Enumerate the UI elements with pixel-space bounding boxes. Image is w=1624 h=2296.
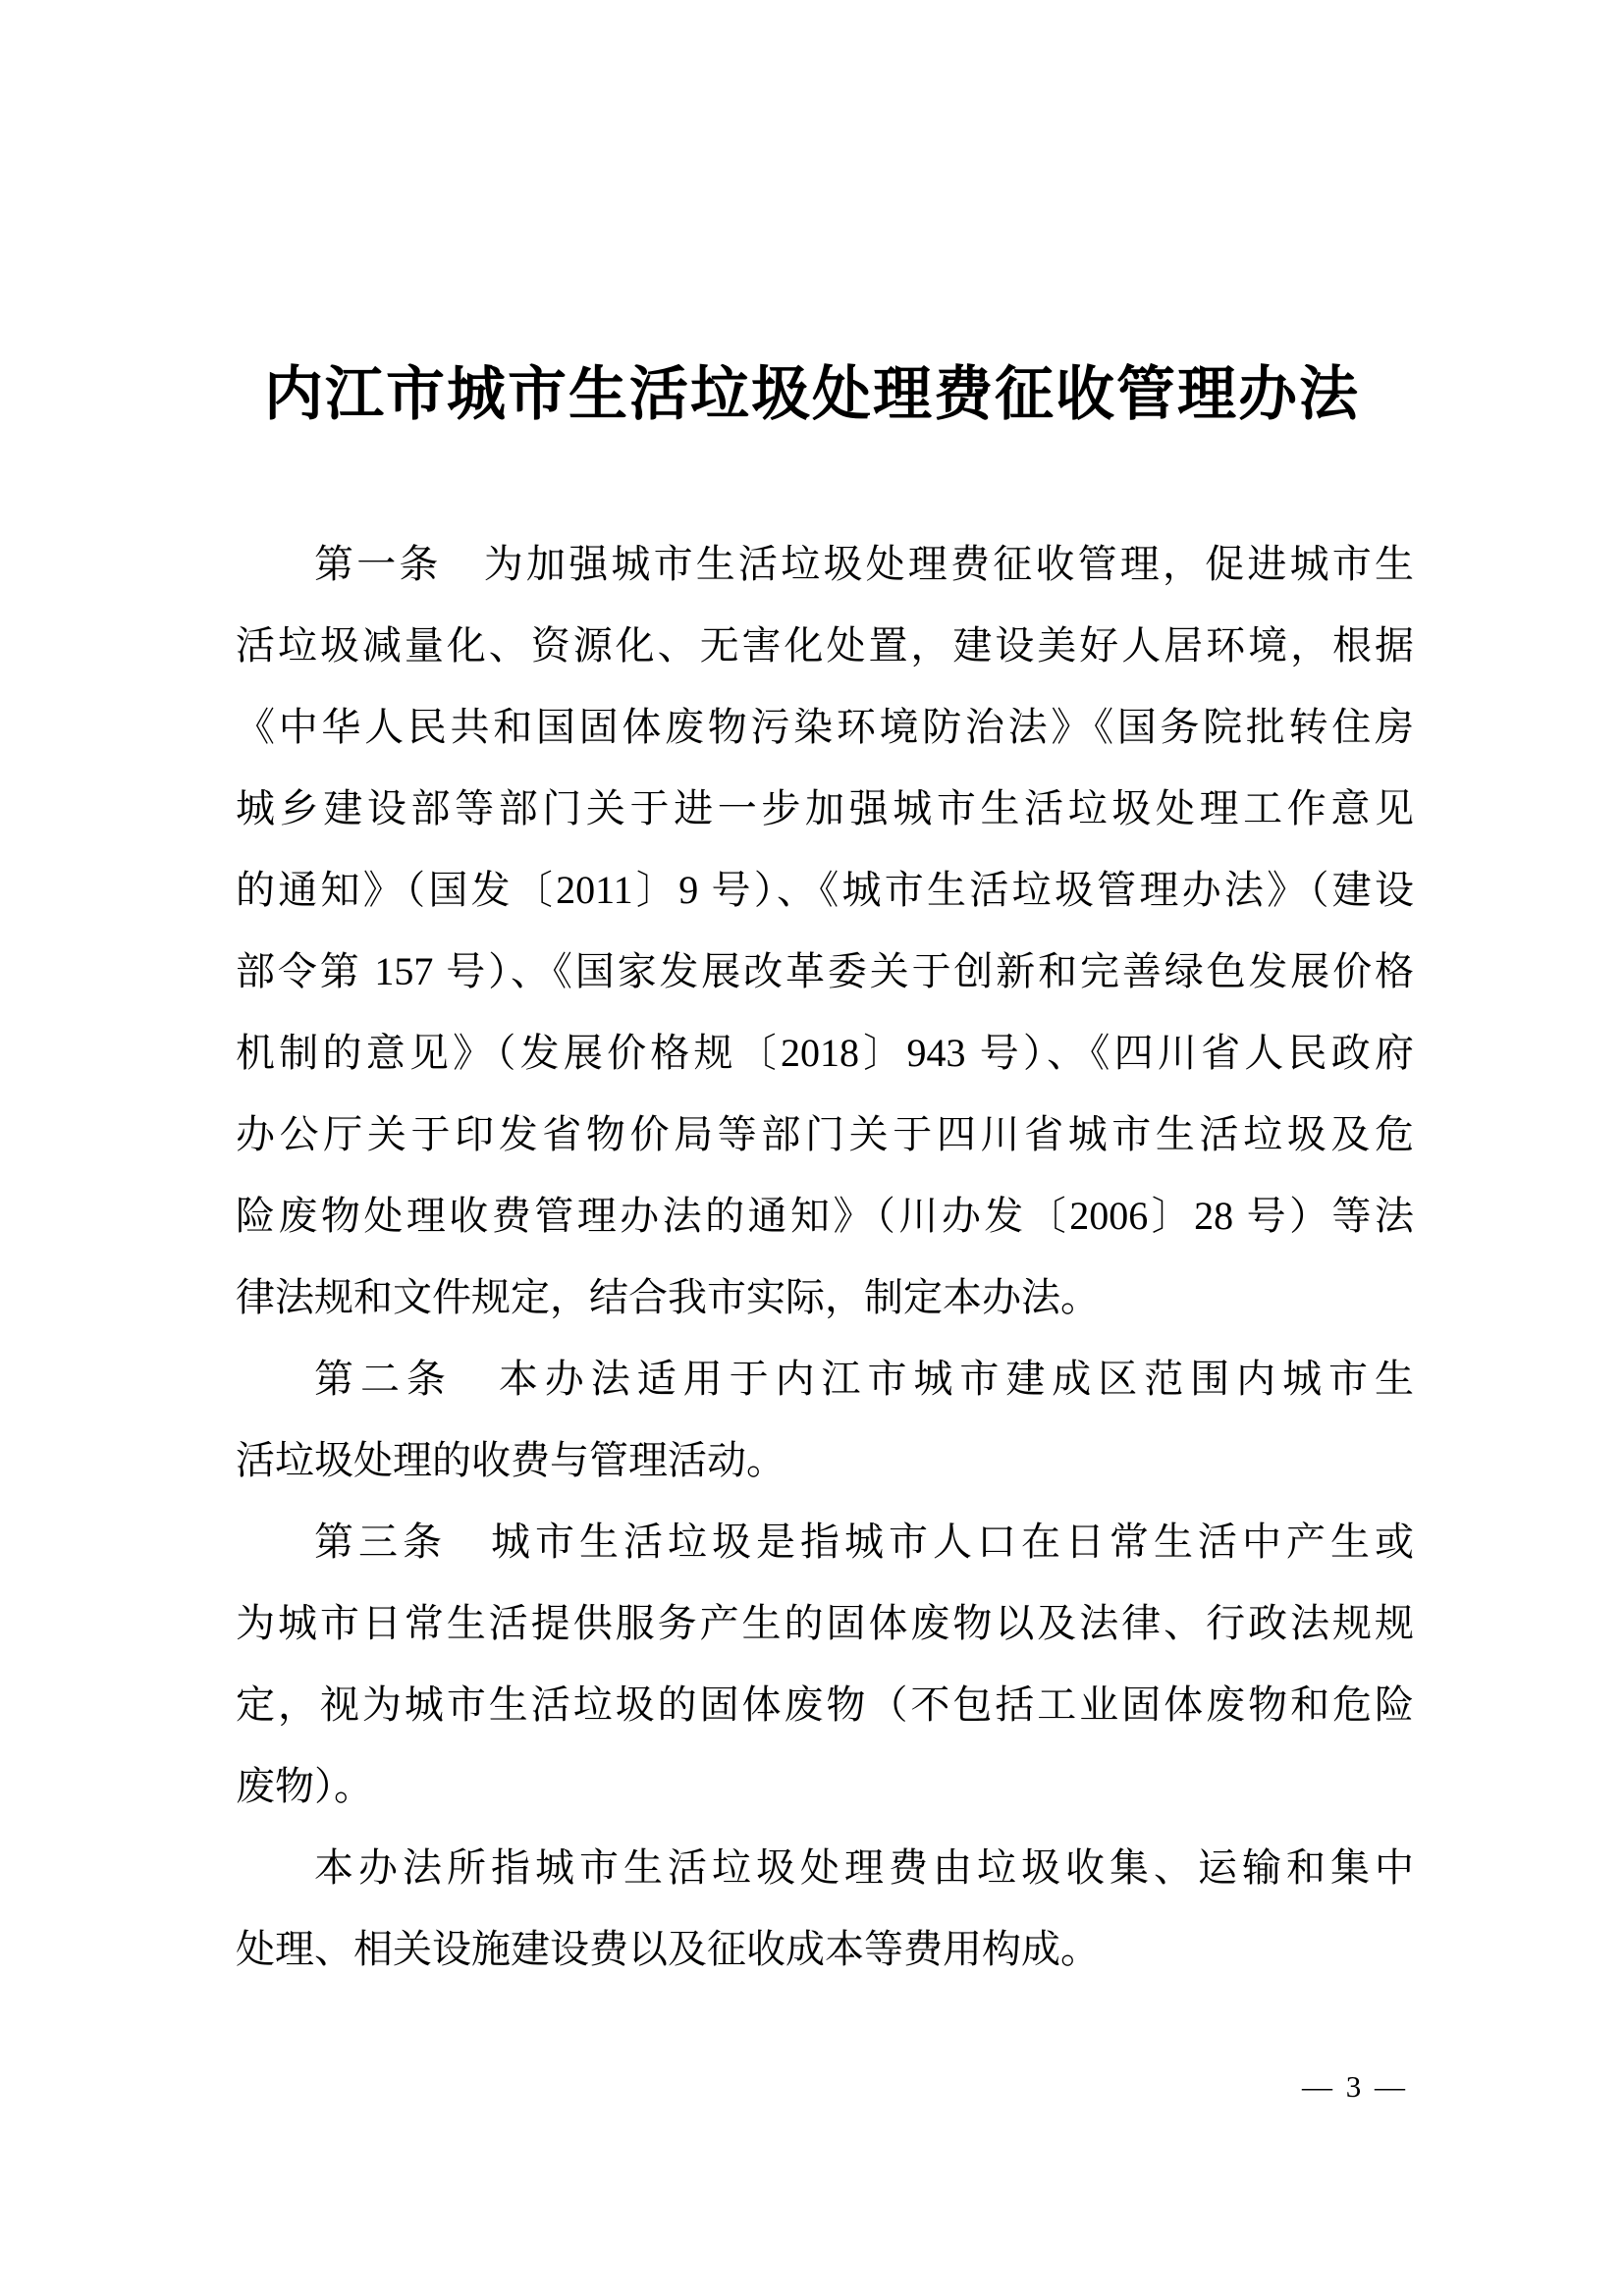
body-line-3: 《中华人民共和国固体废物污染环境防治法》《国务院批转住房 bbox=[236, 705, 1414, 749]
body-line-12: 活垃圾处理的收费与管理活动。 bbox=[236, 1438, 785, 1482]
body-line-8: 办公厅关于印发省物价局等部门关于四川省城市生活垃圾及危 bbox=[236, 1112, 1414, 1156]
body-line-17: 本办法所指城市生活垃圾处理费由垃圾收集、运输和集中 bbox=[314, 1845, 1414, 1890]
body-line-15: 定，视为城市生活垃圾的固体废物（不包括工业固体废物和危险 bbox=[236, 1682, 1414, 1727]
body-line-2: 活垃圾减量化、资源化、无害化处置，建设美好人居环境，根据 bbox=[236, 623, 1414, 667]
body-line-4: 城乡建设部等部门关于进一步加强城市生活垃圾处理工作意见 bbox=[236, 786, 1414, 830]
page-number: — 3 — bbox=[1302, 2069, 1408, 2104]
body-line-13: 第三条 城市生活垃圾是指城市人口在日常生活中产生或 bbox=[314, 1520, 1414, 1564]
document-title: 内江市城市生活垃圾处理费征收管理办法 bbox=[264, 361, 1360, 427]
body-line-16: 废物）。 bbox=[236, 1764, 373, 1808]
body-line-10: 律法规和文件规定，结合我市实际，制定本办法。 bbox=[236, 1275, 1100, 1319]
body-line-6: 部令第 157 号）、《国家发展改革委关于创新和完善绿色发展价格 bbox=[236, 949, 1414, 993]
body-line-9: 险废物处理收费管理办法的通知》（川办发〔2006〕28 号）等法 bbox=[236, 1194, 1414, 1238]
body-line-5: 的通知》（国发〔2011〕9 号）、《城市生活垃圾管理办法》（建设 bbox=[236, 868, 1414, 912]
body-line-7: 机制的意见》（发展价格规〔2018〕943 号）、《四川省人民政府 bbox=[236, 1031, 1414, 1075]
body-line-11: 第二条 本办法适用于内江市城市建成区范围内城市生 bbox=[314, 1357, 1414, 1401]
document-body bbox=[236, 523, 1414, 1990]
body-line-14: 为城市日常生活提供服务产生的固体废物以及法律、行政法规规 bbox=[236, 1601, 1414, 1645]
body-line-18: 处理、相关设施建设费以及征收成本等费用构成。 bbox=[236, 1927, 1100, 1971]
body-line-1: 第一条 为加强城市生活垃圾处理费征收管理，促进城市生 bbox=[314, 542, 1414, 586]
